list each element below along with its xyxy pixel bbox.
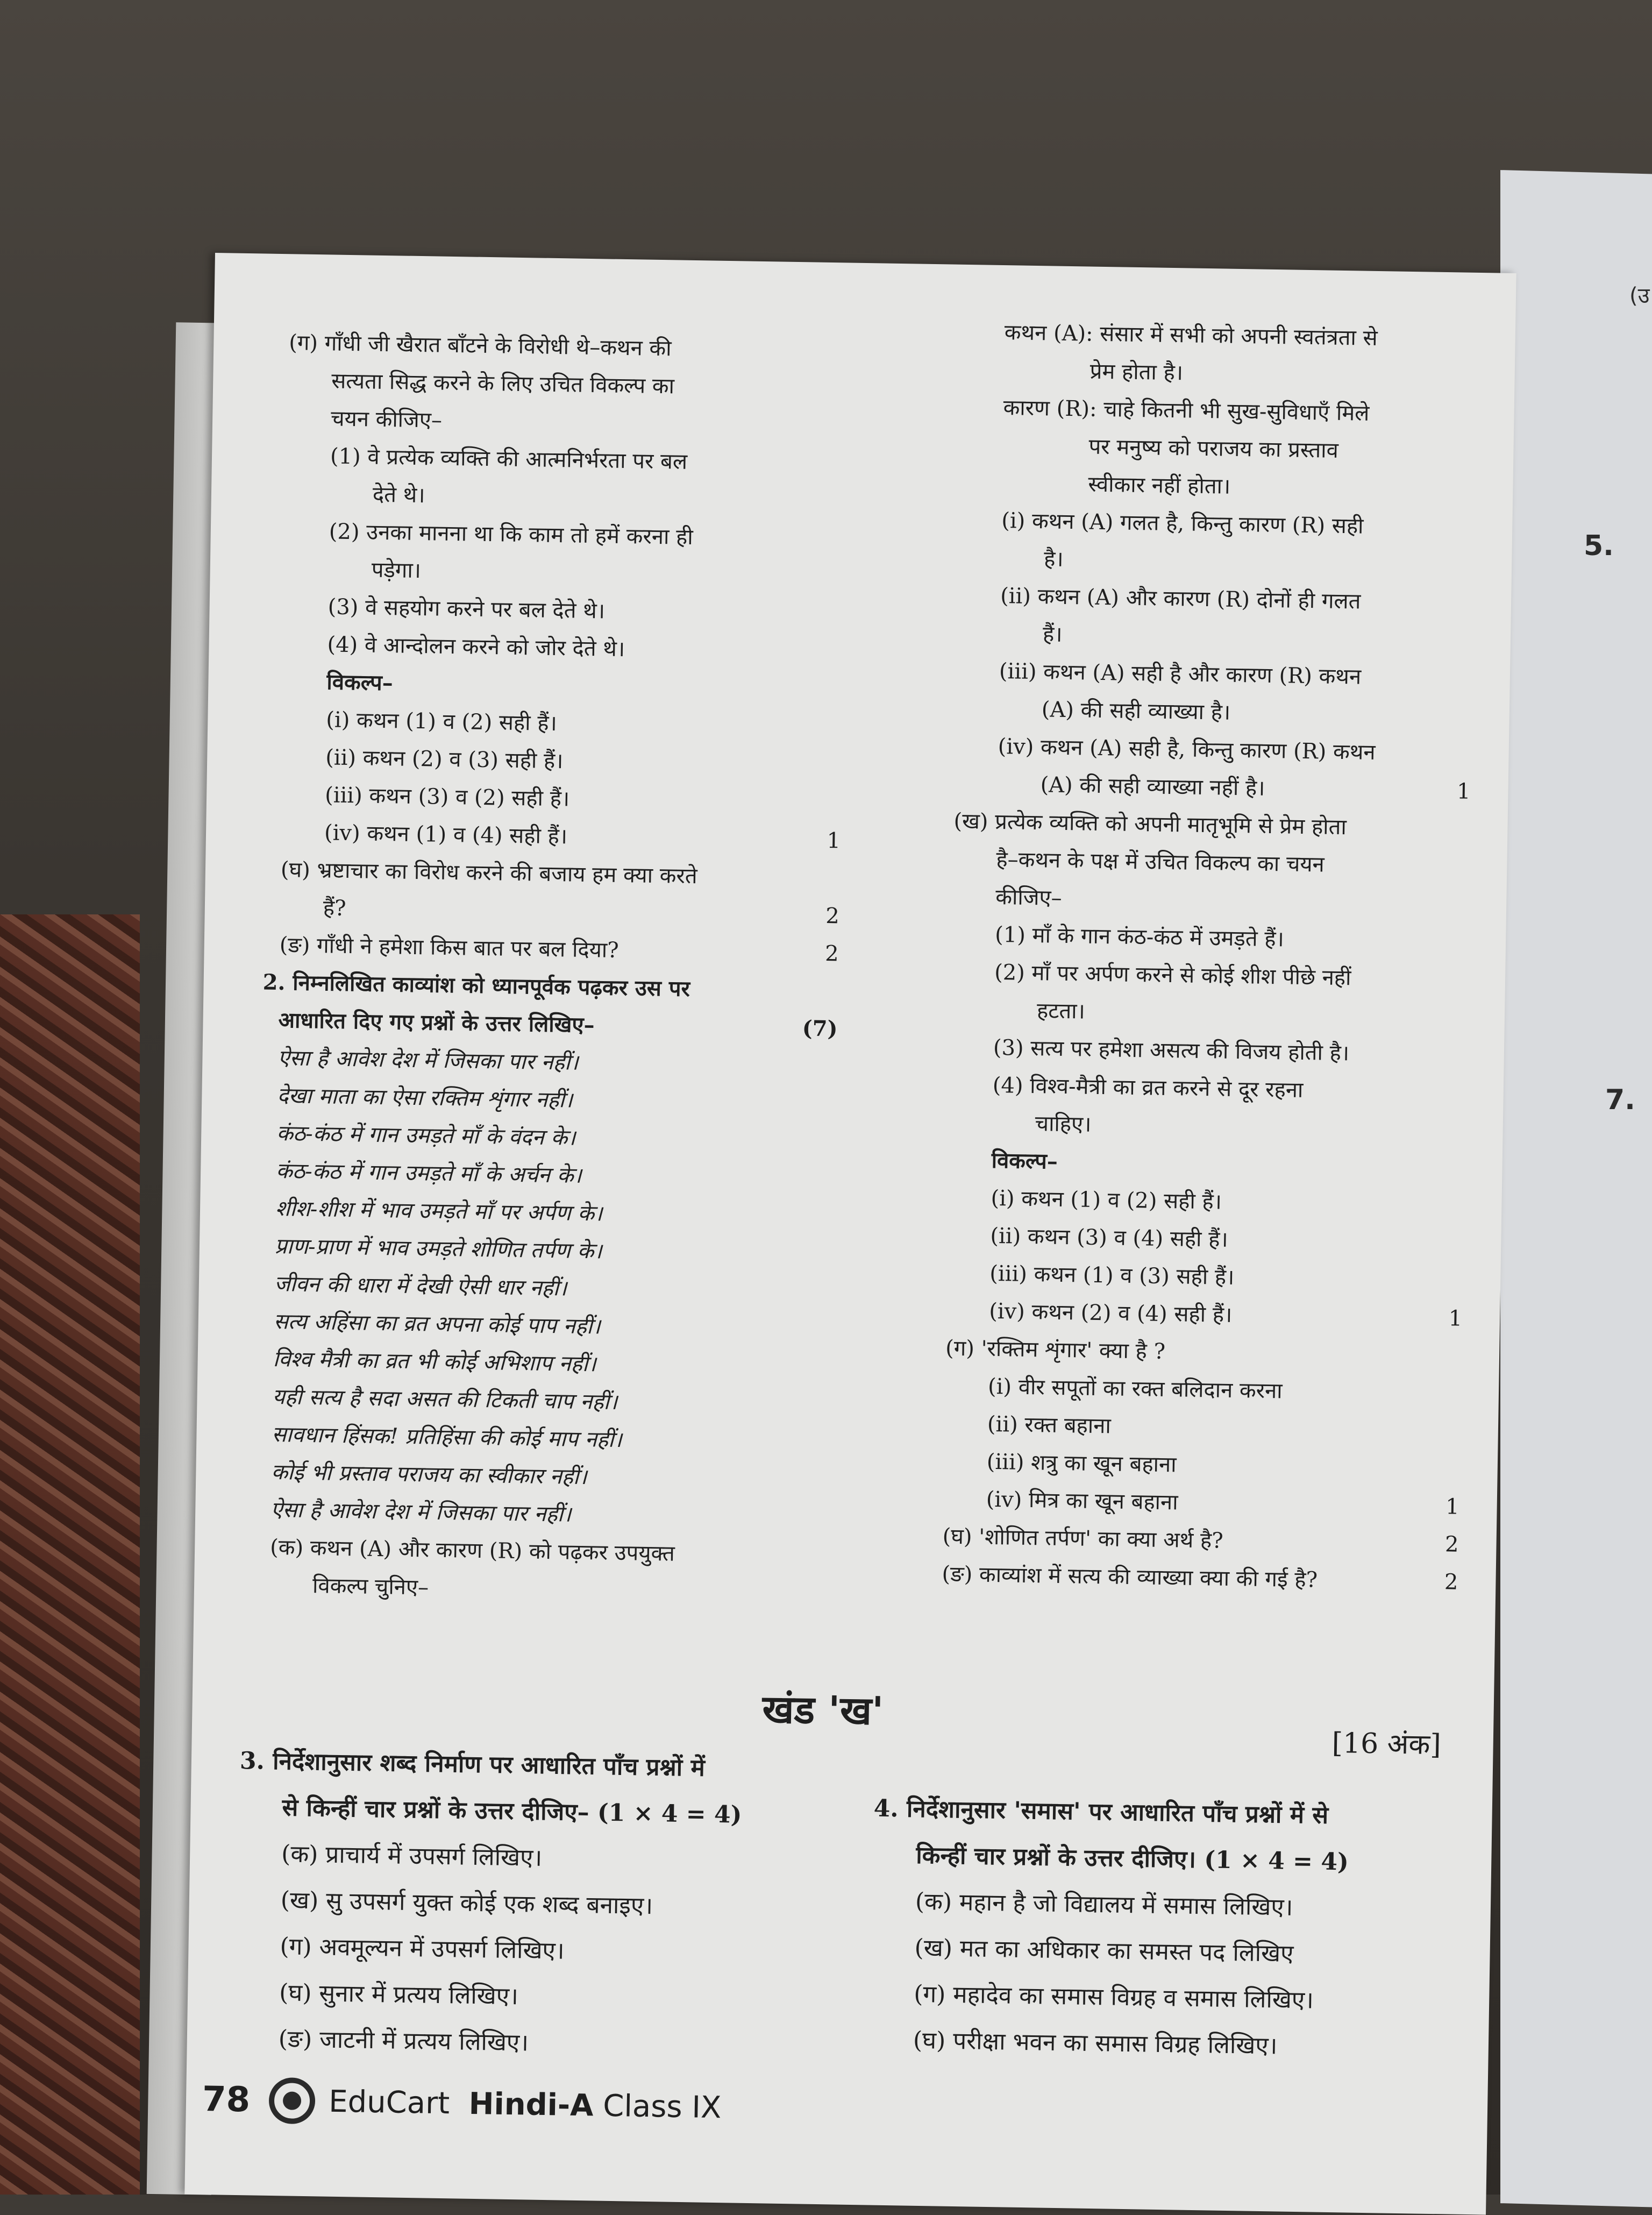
line-text: (ख) प्रत्येक व्यक्ति को अपनी मातृभूमि से प्रेम होता (953, 808, 1347, 840)
line-text: प्रेम होता है। (1090, 359, 1184, 386)
line-text: (ग) महादेव का समास विग्रह व समास लिखिए। (913, 1980, 1314, 2014)
line-text: (iii) शत्रु का खून बहाना (986, 1449, 1177, 1478)
line-text: यही सत्य है सदा असत की टिकती चाप नहीं। (272, 1384, 618, 1415)
adjacent-page (1500, 170, 1652, 2207)
question-line (239, 1784, 809, 1840)
line-text: विकल्प– (326, 669, 394, 696)
line-text: कोई भी प्रस्ताव पराजय का स्वीकार नहीं। (271, 1459, 587, 1490)
adjacent-page-marker: 7. (1605, 1084, 1635, 1116)
question-line (238, 1830, 809, 1886)
line-text: चयन कीजिए– (330, 406, 443, 433)
line-text: किन्हीं चार प्रश्नों के उत्तर दीजिए। (1 × 4 = 4) (915, 1841, 1349, 1876)
question-line (871, 1925, 1452, 1980)
line-text: (2) माँ पर अर्पण करने से कोई शीश पीछे नहीं (994, 960, 1351, 991)
book-page (184, 253, 1516, 2215)
line-text: (ग) 'रक्तिम शृंगार' क्या है ? (945, 1336, 1166, 1365)
line-text: (घ) 'शोणित तर्पण' का क्या अर्थ है? (942, 1524, 1224, 1553)
line-text: कंठ-कंठ में गान उमड़ते माँ के वंदन के। (276, 1121, 576, 1151)
marks-value: 1 (1445, 1494, 1460, 1520)
marks-value: 2 (1444, 1532, 1459, 1557)
line-text: (ii) कथन (3) व (4) सही हैं। (990, 1223, 1228, 1252)
left-column (262, 324, 849, 1613)
line-text: (घ) परीक्षा भवन का समास विग्रह लिखिए। (913, 2026, 1278, 2060)
educart-logo-icon (269, 2077, 316, 2124)
line-text: शीश-शीश में भाव उमड़ते माँ पर अर्पण के। (275, 1196, 603, 1226)
line-text: विकल्प चुनिए– (312, 1573, 429, 1600)
line-text: (ङ) जाटनी में प्रत्यय लिखिए। (278, 2025, 529, 2057)
question-line (237, 1923, 807, 1978)
line-text: ऐसा है आवेश देश में जिसका पार नहीं। (277, 1046, 579, 1075)
line-text: (A) की सही व्याख्या है। (1041, 697, 1231, 725)
line-text: (2) उनका मानना था कि काम तो हमें करना ही (329, 519, 694, 550)
line-text: देते थे। (372, 482, 425, 508)
line-text: जीवन की धारा में देखी ऐसी धार नहीं। (274, 1271, 567, 1301)
line-text: (i) कथन (1) व (2) सही हैं। (326, 707, 558, 736)
line-text: ऐसा है आवेश देश में जिसका पार नहीं। (270, 1497, 572, 1527)
line-text: (क) प्राचार्य में उपसर्ग लिखिए। (281, 1840, 543, 1872)
section-title: खंड 'ख' (761, 1686, 884, 1734)
line-text: (ii) रक्त बहाना (987, 1411, 1112, 1439)
line-text: (3) वे सहयोग करने पर बल देते थे। (327, 594, 606, 624)
line-text: (ii) कथन (A) और कारण (R) दोनों ही गलत (1000, 584, 1361, 614)
section-marks: [16 अंक] (1331, 1727, 1442, 1762)
line-text: (घ) सुनार में प्रत्यय लिखिए। (279, 1979, 519, 2011)
line-text: चाहिए। (1035, 1111, 1092, 1137)
line-text: से किन्हीं चार प्रश्नों के उत्तर दीजिए– (1 × 4 = 4) (282, 1794, 742, 1829)
line-text: विश्व मैत्री का व्रत भी कोई अभिशाप नहीं। (273, 1346, 596, 1377)
line-text: (3) सत्य पर हमेशा असत्य की विजय होती है। (993, 1035, 1350, 1066)
line-text: हटता। (1036, 998, 1086, 1024)
line-text: (iv) मित्र का खून बहाना (986, 1487, 1178, 1515)
question-line (873, 1832, 1454, 1887)
marks-value: 2 (825, 903, 840, 929)
line-text: हैं। (1042, 622, 1063, 647)
line-text: (ii) कथन (2) व (3) सही हैं। (325, 745, 564, 774)
page-footer (202, 2076, 722, 2131)
line-text: (i) वीर सपूतों का रक्त बलिदान करना (987, 1374, 1283, 1404)
right-column (942, 313, 1478, 1601)
line-text: (iii) कथन (3) व (2) सही हैं। (324, 783, 570, 812)
line-text: (iv) कथन (A) सही है, किन्तु कारण (R) कथन (998, 734, 1376, 765)
line-text: (iii) कथन (A) सही है और कारण (R) कथन (999, 658, 1362, 690)
line-text: आधारित दिए गए प्रश्नों के उत्तर लिखिए– (278, 1007, 595, 1038)
line-text: है। (1043, 546, 1064, 572)
line-text: पर मनुष्य को पराजय का प्रस्ताव (1088, 434, 1339, 463)
question-4 (870, 1786, 1455, 2072)
question-line (236, 1969, 807, 2025)
line-text: (ङ) काव्यांश में सत्य की व्याख्या क्या की गई है? (942, 1561, 1318, 1593)
marks-value: 2 (824, 941, 839, 967)
line-text: कंठ-कंठ में गान उमड़ते माँ के अर्चन के। (275, 1158, 582, 1188)
line-text: (ख) सु उपसर्ग युक्त कोई एक शब्द बनाइए। (280, 1886, 653, 1920)
line-text: कारण (R): चाहे कितनी भी सुख-सुविधाएँ मिले (1003, 395, 1370, 426)
question-line (239, 1738, 810, 1793)
adjacent-page-marker: 5. (1584, 530, 1614, 562)
line-text: (1) वे प्रत्येक व्यक्ति की आत्मनिर्भरता पर बल (330, 444, 688, 474)
question-3 (235, 1738, 810, 2071)
line-text: (i) कथन (A) गलत है, किन्तु कारण (R) सही (1001, 508, 1364, 539)
line-text: सत्य अहिंसा का व्रत अपना कोई पाप नहीं। (273, 1309, 601, 1339)
line-text: (ग) अवमूल्यन में उपसर्ग लिखिए। (280, 1933, 565, 1965)
line-text: सत्यता सिद्ध करने के लिए उचित विकल्प का (331, 368, 675, 399)
line-text: (A) की सही व्याख्या नहीं है। (1040, 772, 1265, 801)
question-line (870, 2017, 1451, 2072)
line-text: (क) कथन (A) और कारण (R) को पढ़कर उपयुक्त (269, 1535, 675, 1566)
line-text: विकल्प– (991, 1147, 1058, 1174)
question-line (237, 1877, 808, 1932)
text-line (269, 1566, 829, 1613)
brand-name: EduCart Hindi-A Class IX (328, 2084, 722, 2125)
line-text: (iv) कथन (1) व (4) सही हैं। (324, 820, 568, 849)
line-text: (iv) कथन (2) व (4) सही हैं। (988, 1298, 1233, 1327)
line-text: (1) माँ के गान कंठ-कंठ में उमड़ते हैं। (994, 922, 1285, 952)
adjacent-page-marker: (उ (1629, 283, 1650, 308)
line-text: (क) महान है जो विद्यालय में समास लिखिए। (915, 1887, 1293, 1921)
line-text: (ख) मत का अधिकार का समस्त पद लिखिए (914, 1934, 1294, 1968)
line-text: स्वीकार नहीं होता। (1088, 472, 1231, 499)
line-text: 3. निर्देशानुसार शब्द निर्माण पर आधारित पाँच प्रश्नों में (239, 1747, 706, 1782)
marks-value: (7) (802, 1016, 838, 1042)
line-text: (iii) कथन (1) व (3) सही हैं। (989, 1261, 1235, 1290)
question-line (873, 1786, 1455, 1841)
question-line (871, 1971, 1452, 2026)
line-text: (घ) भ्रष्टाचार का विरोध करने की बजाय हम क्या करते (280, 857, 697, 889)
marks-value: 2 (1444, 1570, 1458, 1595)
line-text: (4) वे आन्दोलन करने को जोर देते थे। (327, 632, 625, 662)
marks-value: 1 (1456, 779, 1471, 804)
line-text: सावधान हिंसक! प्रतिहिंसा की कोई माप नहीं। (272, 1422, 622, 1453)
line-text: कथन (A): संसार में सभी को अपनी स्वतंत्रता से (1004, 320, 1378, 351)
background-cloth (0, 914, 140, 2195)
line-text: (ङ) गाँधी ने हमेशा किस बात पर बल दिया? (279, 933, 620, 963)
line-text: प्राण-प्राण में भाव उमड़ते शोणित तर्पण के। (274, 1233, 602, 1264)
line-text: 4. निर्देशानुसार 'समास' पर आधारित पाँच प्रश्नों में से (873, 1794, 1329, 1829)
marks-value: 1 (1448, 1306, 1463, 1331)
line-text: कीजिए– (995, 884, 1062, 911)
line-text: (i) कथन (1) व (2) सही हैं। (991, 1185, 1222, 1215)
text-line (942, 1556, 1458, 1601)
line-text: देखा माता का ऐसा रक्तिम शृंगार नहीं। (277, 1083, 573, 1113)
line-text: है–कथन के पक्ष में उचित विकल्प का चयन (996, 847, 1325, 877)
line-text: (4) विश्व-मैत्री का व्रत करने से दूर रहना (992, 1073, 1304, 1103)
line-text: 2. निम्नलिखित काव्यांश को ध्यानपूर्वक पढ़कर उस पर (262, 969, 690, 1002)
line-text: हैं? (323, 896, 346, 921)
line-text: पड़ेगा। (371, 557, 422, 584)
question-line (872, 1878, 1453, 1934)
line-text: (ग) गाँधी जी खैरात बाँटने के विरोधी थे–कथन की (289, 330, 672, 361)
marks-value: 1 (827, 828, 841, 854)
question-line (235, 2015, 806, 2071)
page-number: 78 (202, 2079, 251, 2120)
